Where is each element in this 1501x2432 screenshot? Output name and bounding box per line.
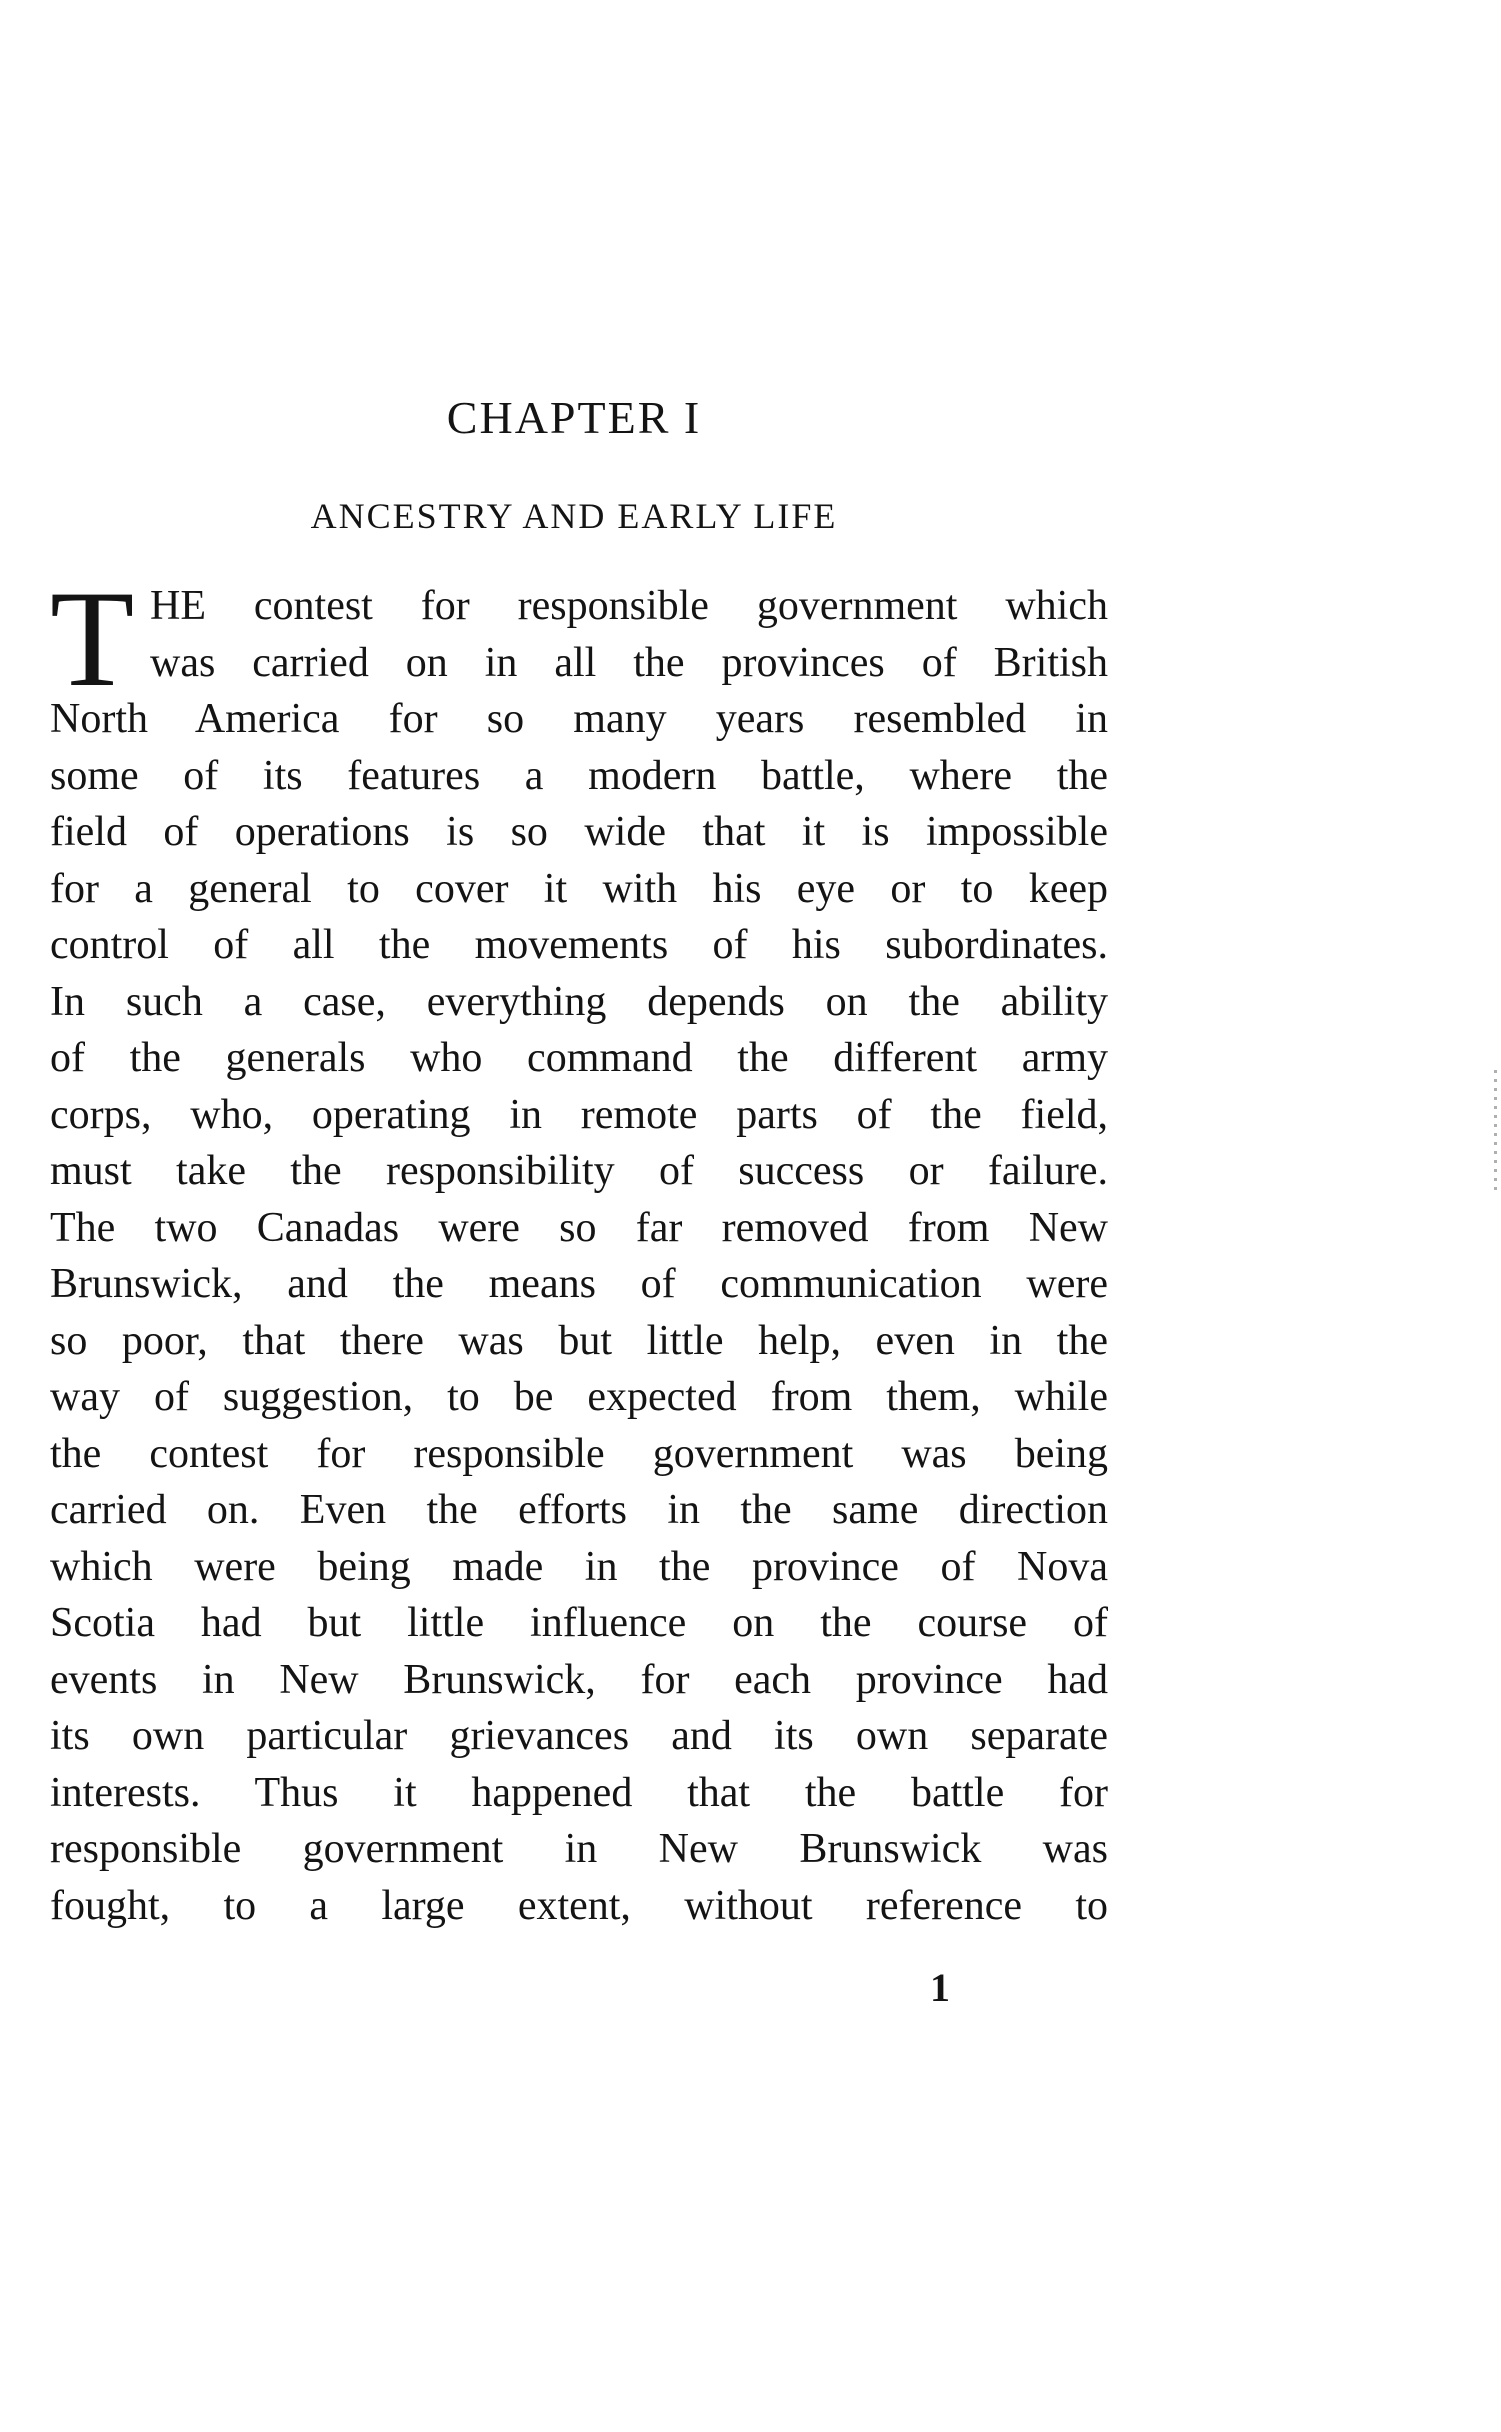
page-number: 1: [930, 1965, 950, 2010]
text-line: interests. Thus it happened that the battle for: [50, 1769, 1108, 1816]
text-line: control of all the movements of his subordinates.: [50, 922, 1108, 968]
text-line: responsible government in New Brunswick was: [50, 1826, 1108, 1872]
drop-cap-letter: T: [50, 562, 135, 715]
text-line: of the generals who command the different army: [50, 1035, 1108, 1081]
text-line: Brunswick, and the means of communication were: [50, 1261, 1108, 1307]
text-line: events in New Brunswick, for each province had: [50, 1656, 1108, 1703]
text-line: some of its features a modern battle, where the: [50, 752, 1108, 799]
text-line: for a general to cover it with his eye or to keep: [50, 865, 1108, 912]
text-line: fought, to a large extent, without reference to: [50, 1882, 1108, 1929]
scan-artifact: [1494, 1070, 1497, 1190]
text-line: was carried on in all the provinces of British: [150, 639, 1108, 686]
text-line: field of operations is so wide that it is impossible: [50, 809, 1108, 855]
text-line: In such a case, everything depends on the ability: [50, 978, 1108, 1025]
text-line: its own particular grievances and its own separate: [50, 1713, 1108, 1759]
text-line: carried on. Even the efforts in the same direction: [50, 1487, 1108, 1533]
text-line: way of suggestion, to be expected from them, while: [50, 1374, 1108, 1420]
text-line: so poor, that there was but little help, even in the: [50, 1317, 1108, 1364]
text-line: which were being made in the province of Nova: [50, 1543, 1108, 1590]
text-line: North America for so many years resembled in: [50, 696, 1108, 742]
text-line: corps, who, operating in remote parts of the field,: [50, 1091, 1108, 1138]
body-text: [50, 562, 1108, 1934]
text-line: HE contest for responsible government which: [150, 583, 1108, 629]
chapter-heading: CHAPTER I: [446, 392, 702, 443]
text-line: the contest for responsible government was being: [50, 1430, 1108, 1477]
text-line: Scotia had but little influence on the course of: [50, 1600, 1108, 1646]
chapter-subtitle: ANCESTRY AND EARLY LIFE: [310, 496, 838, 536]
text-line: The two Canadas were so far removed from New: [50, 1204, 1108, 1251]
text-line: must take the responsibility of success or failure.: [50, 1148, 1108, 1194]
